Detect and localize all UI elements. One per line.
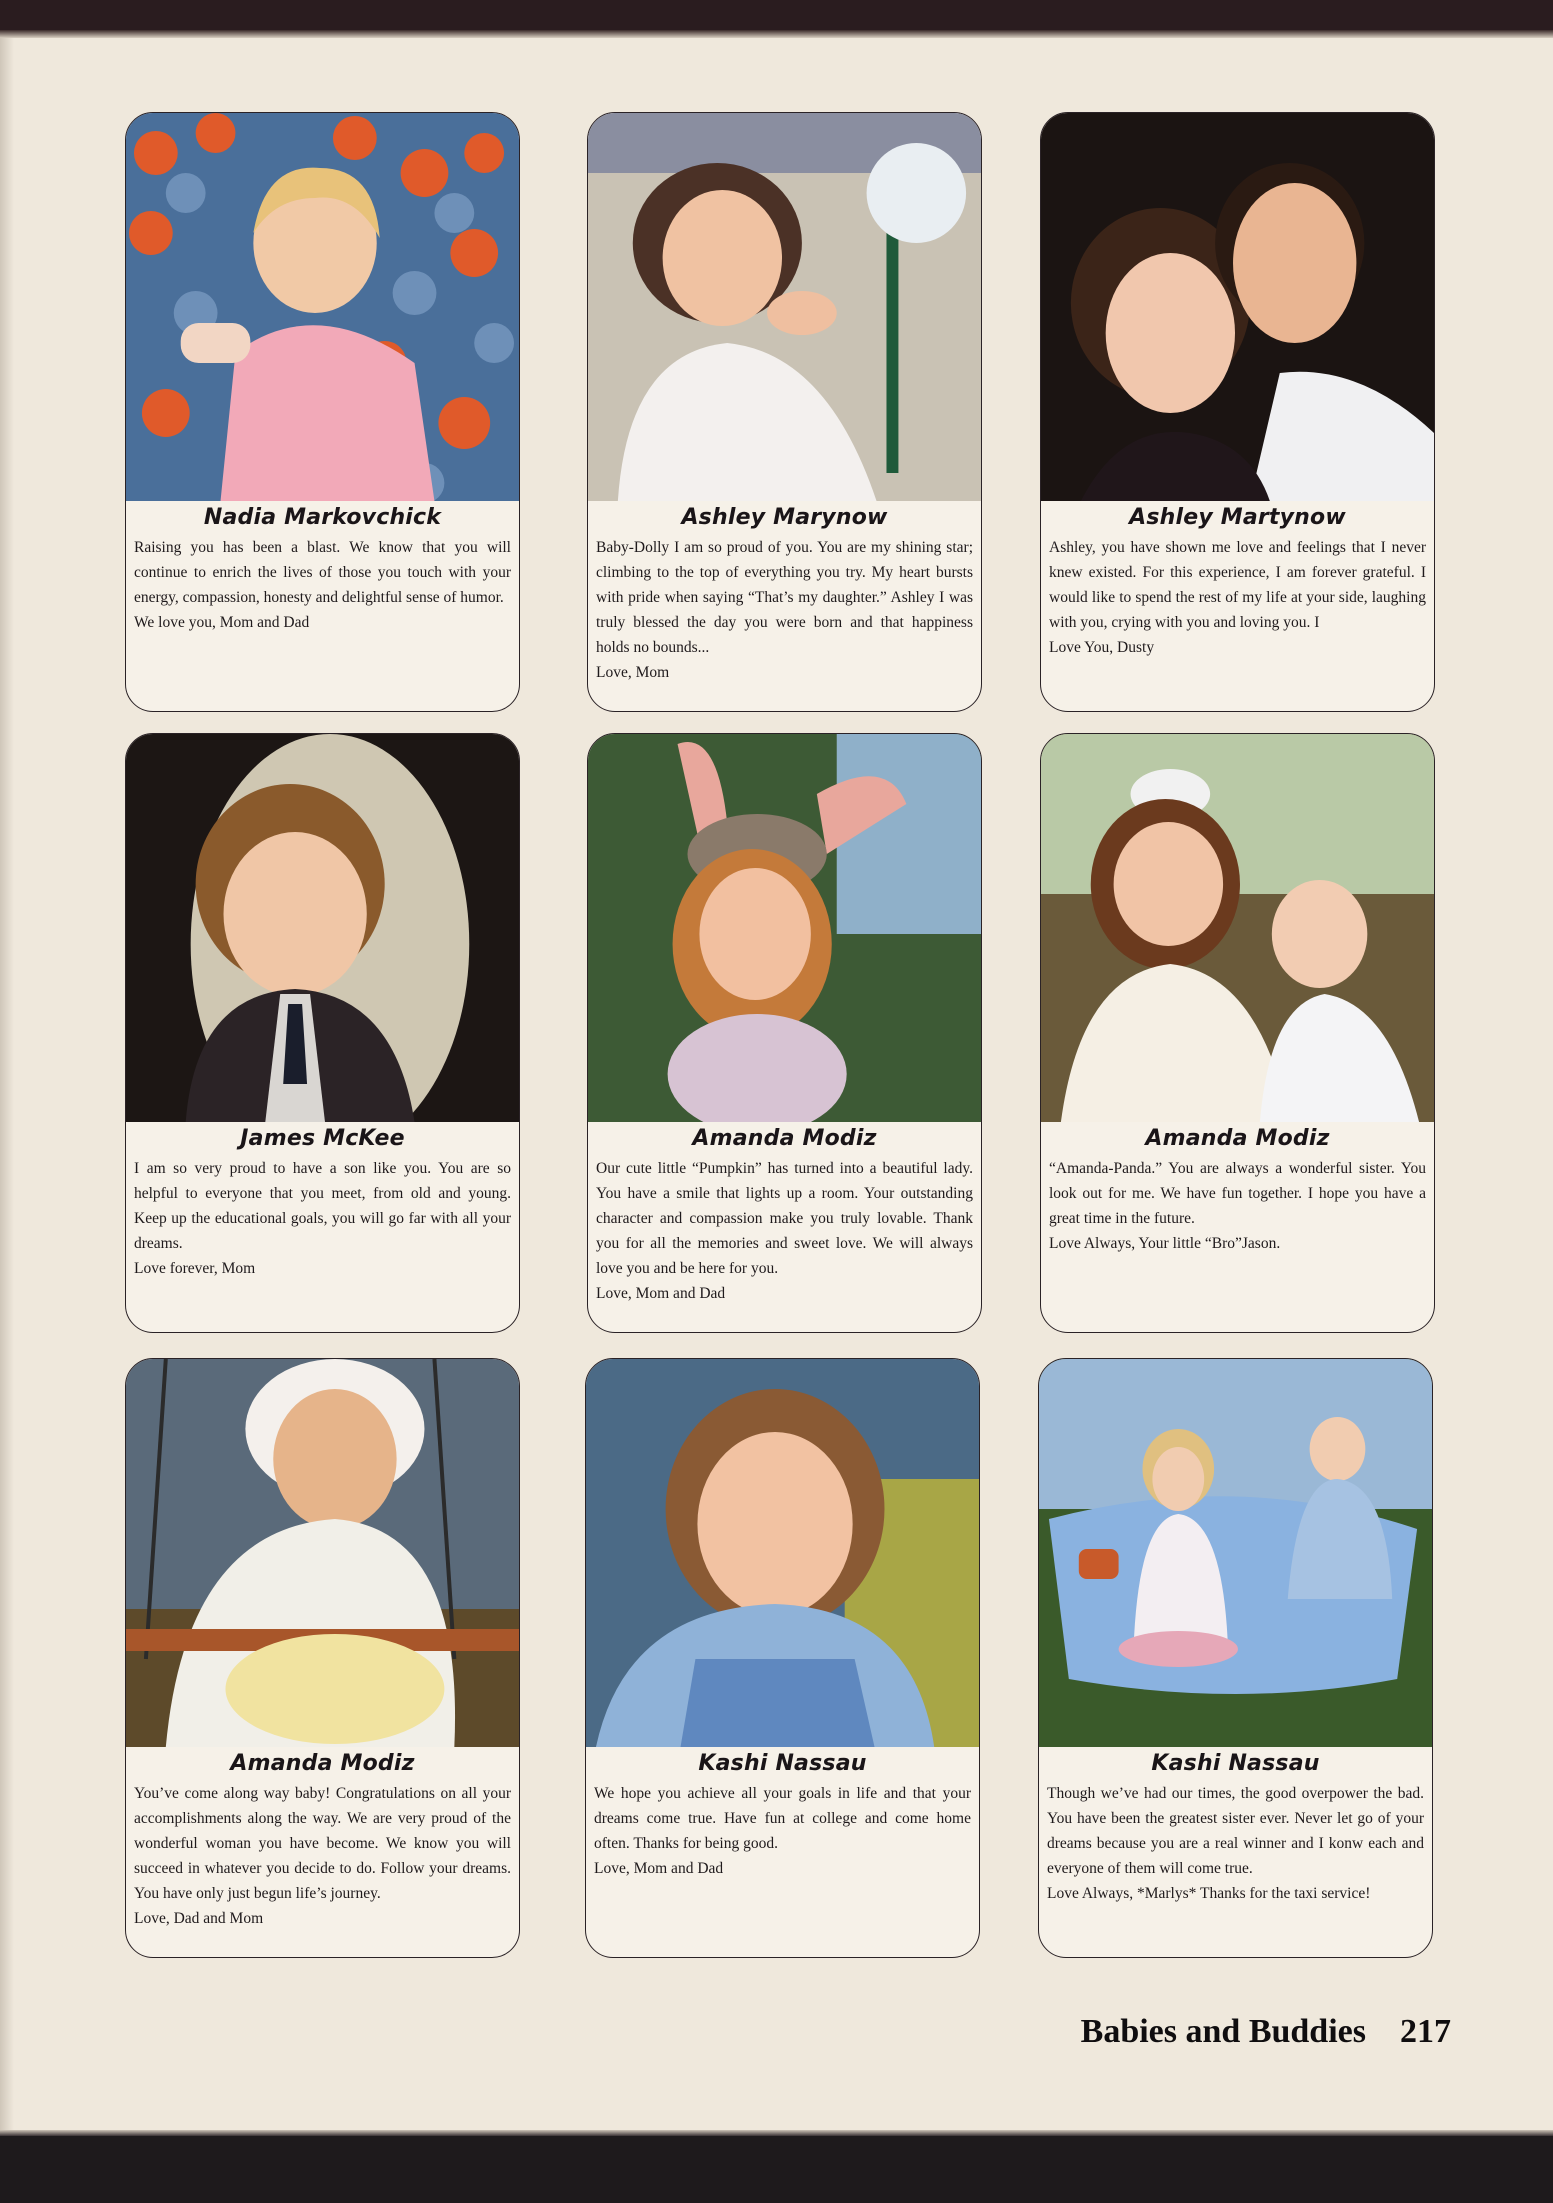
photo-couple	[1041, 113, 1434, 501]
tribute-card-7	[125, 1358, 520, 1958]
student-name: James McKee	[240, 1126, 405, 1151]
student-name: Kashi Nassau	[698, 1751, 867, 1776]
left-page-edge	[0, 38, 14, 2130]
tribute-message-block	[134, 1156, 511, 1281]
student-name: Amanda Modiz	[230, 1751, 415, 1776]
tribute-message-block	[134, 535, 511, 635]
student-name: Amanda Modiz	[1145, 1126, 1330, 1151]
tribute-signoff: Love, Mom	[596, 664, 670, 681]
photo-baby-in-ball-pit	[126, 113, 519, 501]
tribute-message: Baby-Dolly I am so proud of you. You are my shining star; climbing to the top of everything you try. My heart bursts with pride when saying “That’s my daughter.” Ashley I was truly blessed the day you were born and that happiness holds no bounds...	[596, 539, 973, 656]
tribute-signoff: Love Always, *Marlys* Thanks for the taxi service!	[1047, 1885, 1371, 1902]
tribute-message-block	[1049, 535, 1426, 660]
student-name: Nadia Markovchick	[203, 505, 442, 530]
student-name: Kashi Nassau	[1151, 1751, 1320, 1776]
photo-kids-in-sandbox	[1039, 1359, 1432, 1747]
tribute-message: Raising you has been a blast. We know that you will continue to enrich the lives of those you touch with your energy, compassion, honesty and delightful sense of humor.	[134, 539, 511, 606]
tribute-card-4	[125, 733, 520, 1333]
tribute-message-block	[594, 1781, 971, 1881]
tribute-message-block	[596, 535, 973, 685]
tribute-message-block	[1047, 1781, 1424, 1906]
tribute-message: I am so very proud to have a son like you. You are so helpful to everyone that you meet, from old and young. Keep up the educational goals, you will go far with all your dreams.	[134, 1160, 511, 1252]
section-title: Babies and Buddies	[1080, 2013, 1366, 2050]
photo-girl-bunny-ears	[588, 734, 981, 1122]
tribute-card-8	[585, 1358, 980, 1958]
tribute-card-2	[587, 112, 982, 712]
photo-girl-with-baby-brother	[1041, 734, 1434, 1122]
tribute-card-5	[587, 733, 982, 1333]
student-name: Ashley Martynow	[1129, 505, 1346, 530]
top-scan-edge	[0, 0, 1553, 38]
photo-girl-blue-overalls	[586, 1359, 979, 1747]
tribute-message: Ashley, you have shown me love and feelings that I never knew existed. For this experience, I am forever grateful. I would like to spend the rest of my life at your side, laughing with you, crying with you and loving you. I	[1049, 539, 1426, 631]
tribute-signoff: Love, Mom and Dad	[596, 1285, 726, 1302]
tribute-message: Our cute little “Pumpkin” has turned into a beautiful lady. You have a smile that lights up a room. Your outstanding character and compassion make you truly lovable. Thank you for all the memories and sweet love. We will always love you and be here for you.	[596, 1160, 973, 1277]
student-name: Amanda Modiz	[692, 1126, 877, 1151]
photo-baby-in-swing	[126, 1359, 519, 1747]
tribute-message-block	[1049, 1156, 1426, 1256]
photo-girl-with-lamp	[588, 113, 981, 501]
tribute-message: Though we’ve had our times, the good overpower the bad. You have been the greatest sister ever. Never let go of your dreams because you are a real winner and I konw each and everyone of them will come true.	[1047, 1785, 1424, 1877]
tribute-signoff: Love, Mom and Dad	[594, 1860, 724, 1877]
page-footer	[1081, 2013, 1451, 2051]
tribute-card-3	[1040, 112, 1435, 712]
student-name: Ashley Marynow	[681, 505, 888, 530]
tribute-signoff: Love forever, Mom	[134, 1260, 256, 1277]
tribute-signoff: Love, Dad and Mom	[134, 1910, 264, 1927]
tribute-card-1	[125, 112, 520, 712]
tribute-message: You’ve come along way baby! Congratulations on all your accomplishments along the way. We are very proud of the wonderful woman you have become. We know you will succeed in whatever you decide to do. Follow your dreams. You have only just begun life’s journey.	[134, 1785, 511, 1902]
tribute-signoff: We love you, Mom and Dad	[134, 614, 310, 631]
tribute-message-block	[134, 1781, 511, 1931]
tribute-signoff: Love You, Dusty	[1049, 639, 1155, 656]
tribute-card-6	[1040, 733, 1435, 1333]
tribute-message: We hope you achieve all your goals in life and that your dreams come true. Have fun at college and come home often. Thanks for being good.	[594, 1785, 971, 1852]
tribute-card-9	[1038, 1358, 1433, 1958]
tribute-signoff: Love Always, Your little “Bro”Jason.	[1049, 1235, 1281, 1252]
tribute-message-block	[596, 1156, 973, 1306]
photo-boy-in-vest	[126, 734, 519, 1122]
page-number: 217	[1400, 2013, 1451, 2050]
bottom-scan-edge	[0, 2130, 1553, 2203]
tribute-message: “Amanda-Panda.” You are always a wonderful sister. You look out for me. We have fun together. I hope you have a great time in the future.	[1049, 1160, 1426, 1227]
